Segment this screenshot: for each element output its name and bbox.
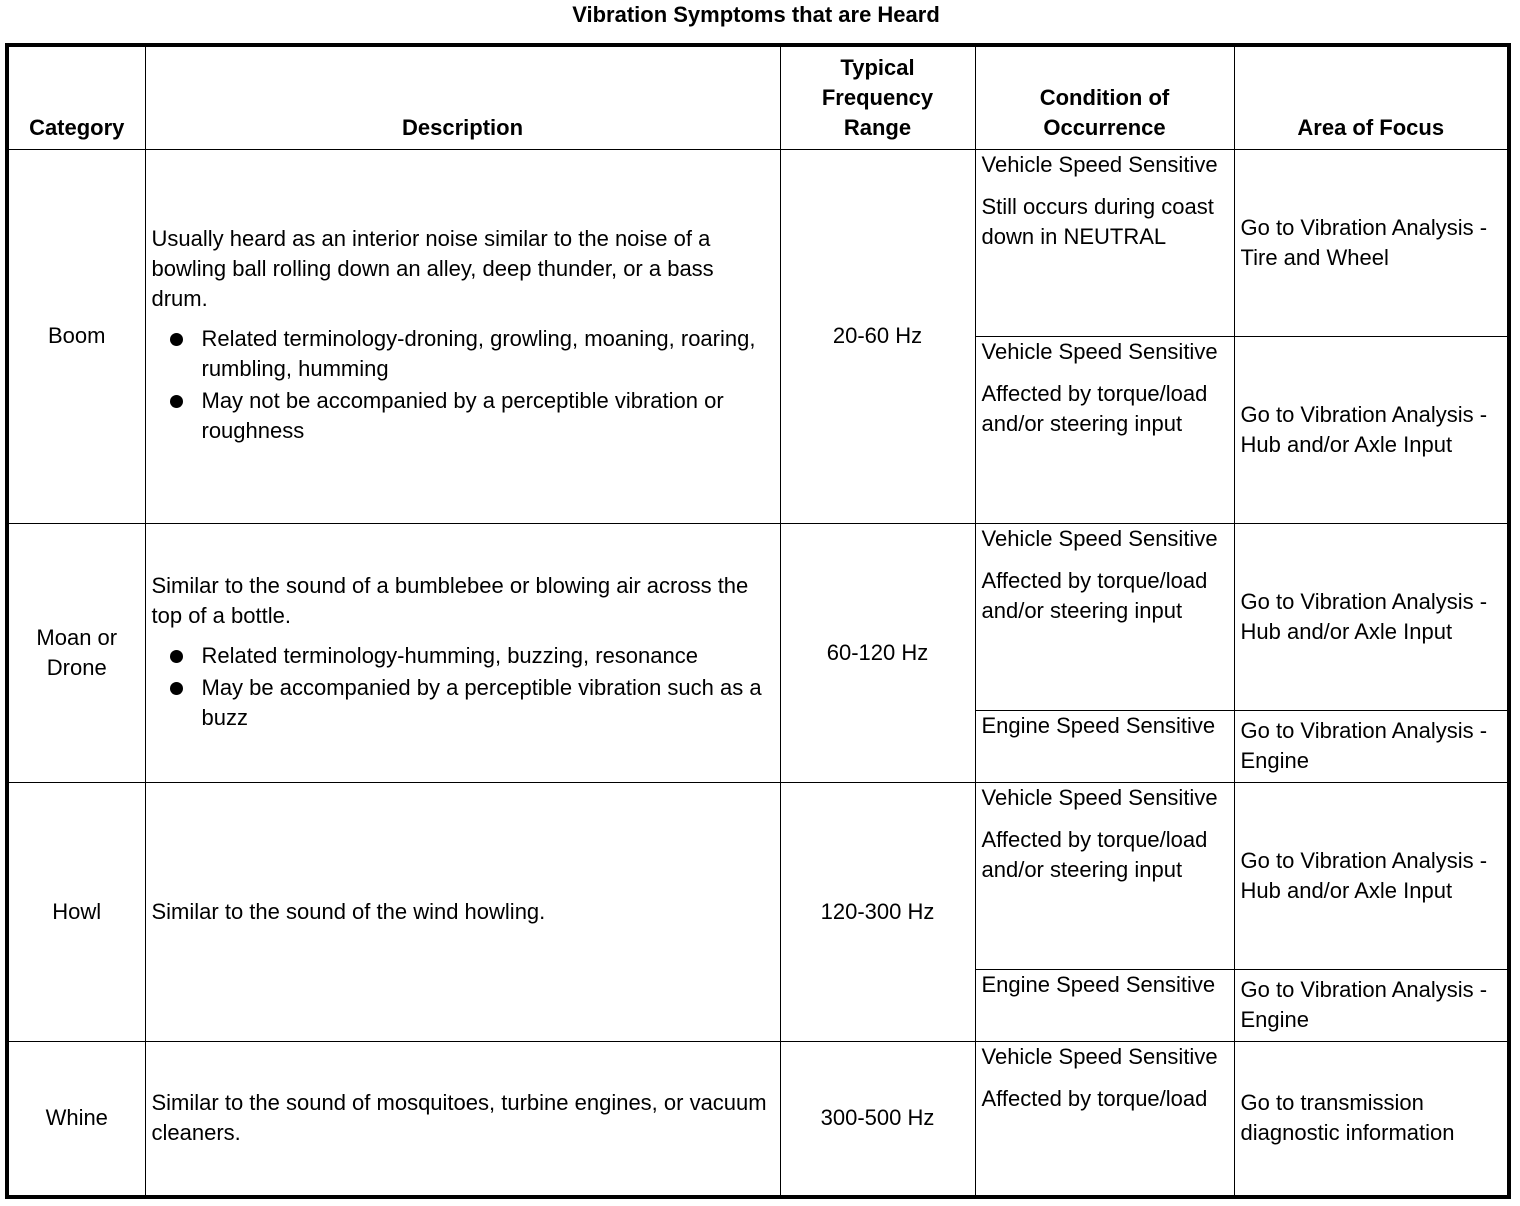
table-header-row xyxy=(7,45,1509,149)
description-text: Similar to the sound of the wind howling. xyxy=(151,898,546,924)
list-item: May not be accompanied by a perceptible vibration or roughness xyxy=(202,386,774,446)
condition-cell: Vehicle Speed Sensitive Affected by torque/load and/or steering input xyxy=(975,782,1234,969)
list-item: Related terminology-humming, buzzing, resonance xyxy=(202,641,774,671)
table-row xyxy=(7,149,1509,336)
bullet-icon xyxy=(170,650,183,663)
description-cell xyxy=(145,523,780,782)
description-text: Similar to the sound of mosquitoes, turbine engines, or vacuum cleaners. xyxy=(151,1090,767,1146)
description-cell xyxy=(145,782,780,1041)
bullet-icon xyxy=(170,395,183,408)
condition-cell: Vehicle Speed Sensitive Affected by torque/load and/or steering input xyxy=(975,523,1234,710)
condition-cell: Engine Speed Sensitive xyxy=(975,969,1234,1041)
category-cell: Whine xyxy=(7,1041,145,1197)
condition-cell: Vehicle Speed Sensitive Affected by torque/load and/or steering input xyxy=(975,336,1234,523)
description-cell xyxy=(145,1041,780,1197)
frequency-cell: 300-500 Hz xyxy=(780,1041,975,1197)
page-title: Vibration Symptoms that are Heard xyxy=(572,2,940,27)
condition-cell: Vehicle Speed Sensitive Still occurs during coast down in NEUTRAL xyxy=(975,149,1234,336)
list-item: Related terminology-droning, growling, moaning, roaring, rumbling, humming xyxy=(202,324,774,384)
focus-cell: Go to Vibration Analysis - Hub and/or Axle Input xyxy=(1234,523,1509,710)
table-row xyxy=(7,1041,1509,1197)
bullet-list xyxy=(152,324,774,446)
focus-cell: Go to Vibration Analysis - Tire and Wheel xyxy=(1234,149,1509,336)
bullet-icon xyxy=(170,682,183,695)
focus-cell: Go to Vibration Analysis - Hub and/or Axle Input xyxy=(1234,336,1509,523)
description-cell xyxy=(145,149,780,523)
header-condition: Condition of Occurrence xyxy=(975,45,1234,149)
table-row xyxy=(7,523,1509,710)
header-frequency: Typical Frequency Range xyxy=(780,45,975,149)
bullet-list xyxy=(152,641,774,733)
description-text: Similar to the sound of a bumblebee or blowing air across the top of a bottle. xyxy=(151,572,749,628)
vibration-symptoms-table xyxy=(5,43,1511,1199)
list-item: May be accompanied by a perceptible vibration such as a buzz xyxy=(202,673,774,733)
condition-cell: Vehicle Speed Sensitive Affected by torque/load xyxy=(975,1041,1234,1197)
category-cell: Howl xyxy=(7,782,145,1041)
description-text: Usually heard as an interior noise similar to the noise of a bowling ball rolling down an alley, deep thunder, or a bass drum. xyxy=(151,226,714,311)
focus-cell: Go to Vibration Analysis - Engine xyxy=(1234,710,1509,782)
header-focus: Area of Focus xyxy=(1234,45,1509,149)
header-category: Category xyxy=(7,45,145,149)
category-cell: Moan or Drone xyxy=(7,523,145,782)
focus-cell: Go to transmission diagnostic information xyxy=(1234,1041,1509,1197)
frequency-cell: 60-120 Hz xyxy=(780,523,975,782)
condition-cell: Engine Speed Sensitive xyxy=(975,710,1234,782)
bullet-icon xyxy=(170,333,183,346)
category-cell: Boom xyxy=(7,149,145,523)
header-description: Description xyxy=(145,45,780,149)
focus-cell: Go to Vibration Analysis - Engine xyxy=(1234,969,1509,1041)
focus-cell: Go to Vibration Analysis - Hub and/or Axle Input xyxy=(1234,782,1509,969)
table-row xyxy=(7,782,1509,969)
frequency-cell: 20-60 Hz xyxy=(780,149,975,523)
frequency-cell: 120-300 Hz xyxy=(780,782,975,1041)
